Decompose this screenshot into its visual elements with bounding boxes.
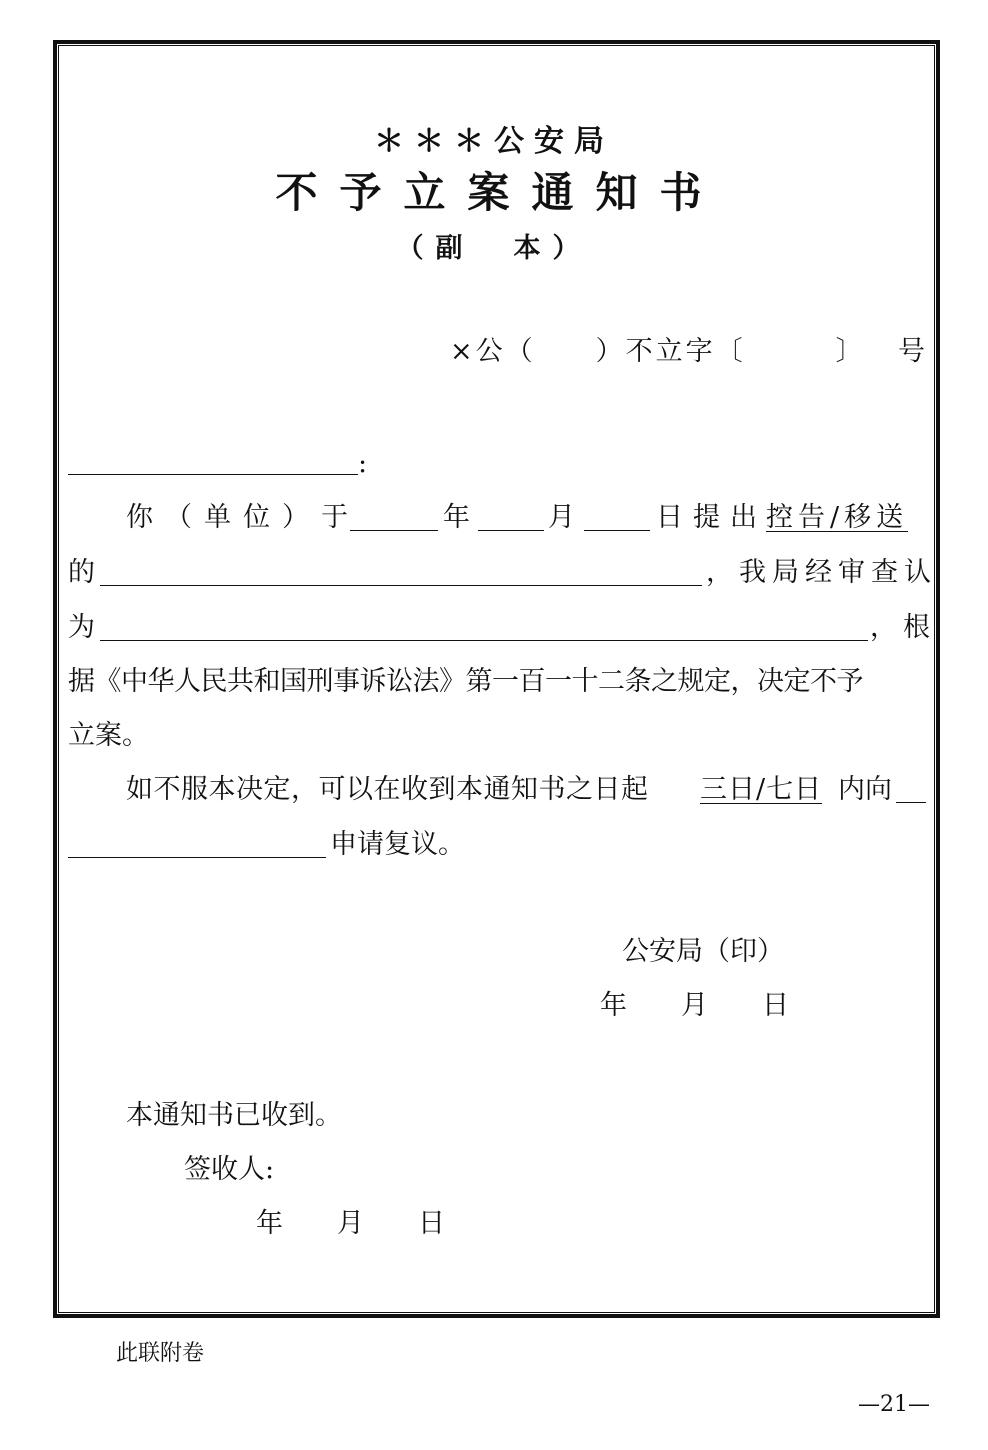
receipt-date: 年 月 日 xyxy=(256,1208,445,1239)
paragraph1-gen: ，根 xyxy=(870,612,936,643)
submission-method: 控告/移送 xyxy=(766,502,909,533)
paragraph1-de: 的 xyxy=(68,557,95,588)
receipt-signer: 签收人: xyxy=(184,1154,275,1185)
paragraph2-toward: 内向 xyxy=(838,774,892,805)
issuer-name: ＊＊＊公安局 xyxy=(374,124,614,159)
paragraph1-legal-basis: 据《中华人民共和国刑事诉讼法》第一百一十二条之规定，决定不予 xyxy=(68,666,863,697)
page-number: —21— xyxy=(858,1392,930,1417)
review-period: 三日/七日 xyxy=(700,774,823,805)
filing-note: 此联附卷 xyxy=(116,1341,205,1366)
year-blank xyxy=(350,530,438,531)
document-number: ×公（ ）不立字〔 〕 xyxy=(450,336,866,367)
day-submit-label: 日提出 xyxy=(656,502,767,533)
paragraph1-conclusion: 立案。 xyxy=(68,720,149,751)
review-authority-blank xyxy=(68,857,326,858)
addressee-blank xyxy=(68,474,358,475)
reason-blank xyxy=(100,640,868,641)
year-label: 年 xyxy=(443,502,470,533)
case-blank xyxy=(100,585,702,586)
month-label: 月 xyxy=(548,502,575,533)
paragraph1-wei: 为 xyxy=(68,612,95,643)
paragraph2-apply: 申请复议。 xyxy=(330,829,465,860)
paragraph2-lead: 如不服本决定，可以在收到本通知书之日起 xyxy=(126,774,649,805)
month-blank xyxy=(478,530,544,531)
issue-date: 年 月 日 xyxy=(600,990,789,1021)
paragraph1-reviewed: ，我局经审查认 xyxy=(706,557,937,588)
paragraph1-lead: 你（单位）于 xyxy=(126,502,360,533)
document-number-suffix: 号 xyxy=(898,336,925,367)
issuer-seal: 公安局（印） xyxy=(622,936,784,967)
review-authority-blank-start xyxy=(896,802,926,803)
receipt-statement: 本通知书已收到。 xyxy=(126,1100,342,1131)
day-blank xyxy=(584,530,650,531)
document-title: 不予立案通知书 xyxy=(275,168,724,217)
copy-label: （副 本） xyxy=(396,233,592,264)
addressee-colon: : xyxy=(358,448,368,479)
